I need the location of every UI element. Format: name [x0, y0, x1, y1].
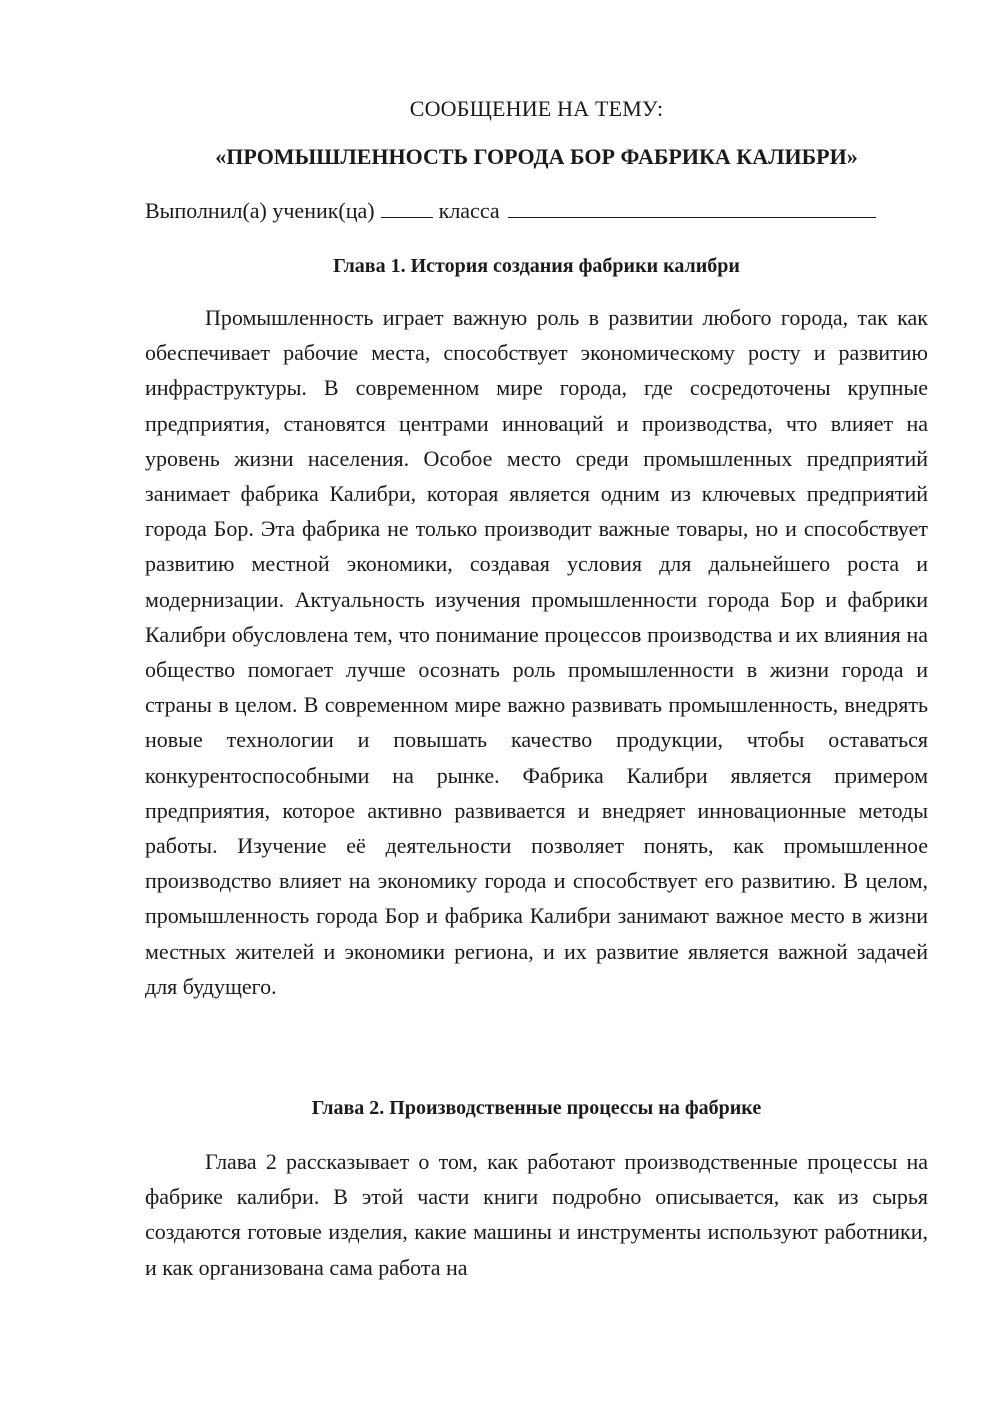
author-class-label: класса	[438, 198, 500, 223]
chapter1-heading: Глава 1. История создания фабрики калибри	[333, 255, 740, 277]
chapter1-paragraph: Промышленность играет важную роль в развитии любого города, так как обеспечивает рабочие места, способствует экономическому росту и развитию инфраструктуры. В современном мире города, где сосредоточены крупные предприятия, становятся центрами инноваций и производства, что влияет на уровень жизни населения. Особое место среди промышленных предприятий занимает фабрика Калибри, которая является одним из ключевых предприятий города Бор. Эта фабрика не только производит важные товары, но и способствует развитию местной экономики, создавая условия для дальнейшего роста и модернизации. Актуальность изучения промышленности города Бор и фабрики Калибри обусловлена тем, что понимание процессов производства и их влияния на общество помогает лучше осознать роль промышленности в жизни города и страны в целом. В современном мире важно развивать промышленность, внедрять новые технологии и повышать качество продукции, чтобы оставаться конкурентоспособными на рынке. Фабрика Калибри является примером предприятия, которое активно развивается и внедряет инновационные методы работы. Изучение её деятельности позволяет понять, как промышленное производство влияет на экономику города и способствует его развитию. В целом, промышленность города Бор и фабрика Калибри занимают важное место в жизни местных жителей и экономики региона, и их развитие является важной задачей для будущего.	[145, 305, 928, 999]
document-title-main: «ПРОМЫШЛЕННОСТЬ ГОРОДА БОР ФАБРИКА КАЛИБРИ»	[215, 144, 858, 169]
author-line	[145, 198, 928, 224]
document-title-line1: СООБЩЕНИЕ НА ТЕМУ:	[409, 96, 664, 121]
grade-blank	[381, 199, 433, 218]
chapter2-heading: Глава 2. Производственные процессы на фабрике	[311, 1097, 762, 1119]
name-blank	[508, 199, 876, 218]
chapter2-paragraph: Глава 2 рассказывает о том, как работают производственные процессы на фабрике калибри. В этой части книги подробно описывается, как из сырья создаются готовые изделия, какие машины и инструменты используют работники, и как организована сама работа на	[145, 1149, 928, 1280]
author-prefix: Выполнил(а) ученик(ца)	[145, 198, 375, 223]
